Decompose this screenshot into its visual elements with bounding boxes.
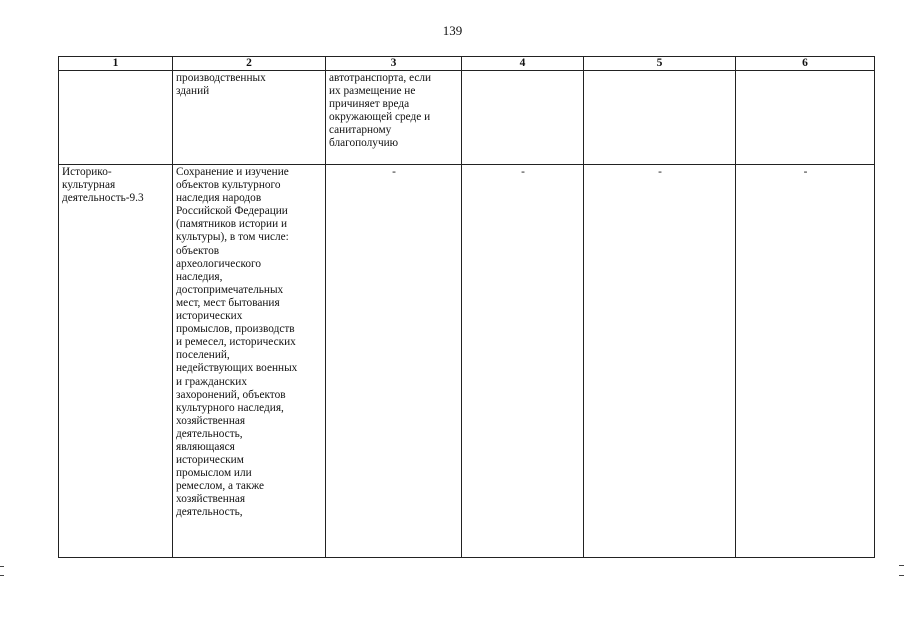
table-cell-dash: -	[462, 165, 584, 558]
table-row	[59, 71, 875, 165]
table-cell	[584, 71, 736, 165]
table-cell-dash: -	[326, 165, 462, 558]
table-cell-dash: -	[584, 165, 736, 558]
column-header-5: 5	[584, 57, 736, 71]
column-header-6: 6	[736, 57, 875, 71]
permitted-use-table	[58, 56, 875, 558]
column-header-2: 2	[173, 57, 326, 71]
table-cell	[736, 71, 875, 165]
column-header-1: 1	[59, 57, 173, 71]
scan-edge-mark-left	[0, 566, 4, 576]
column-header-3: 3	[326, 57, 462, 71]
table-cell: производственных зданий	[173, 71, 326, 165]
table-cell-use-name: Историко- культурная деятельность-9.3	[59, 165, 173, 558]
table-header-row	[59, 57, 875, 71]
table-cell	[462, 71, 584, 165]
table-cell-use-description: Сохранение и изучение объектов культурного наследия народов Российской Федерации (памятников истории и культуры), в том числе: объектов археологического наследия, достопримечательных мест, мест бытования исторических промыслов, производств и ремесел, исторических поселений, недействующих военных и гражданских захоронений, объектов культурного наследия, хозяйственная деятельность, являющаяся историческим промыслом или ремеслом, а также хозяйственная деятельность,	[173, 165, 326, 558]
table-cell-dash: -	[736, 165, 875, 558]
table-cell: автотранспорта, если их размещение не причиняет вреда окружающей среде и санитарному благополучию	[326, 71, 462, 165]
table-row	[59, 165, 875, 558]
page-number: 139	[442, 23, 463, 38]
scan-edge-mark-right	[899, 565, 904, 576]
column-header-4: 4	[462, 57, 584, 71]
table-cell	[59, 71, 173, 165]
